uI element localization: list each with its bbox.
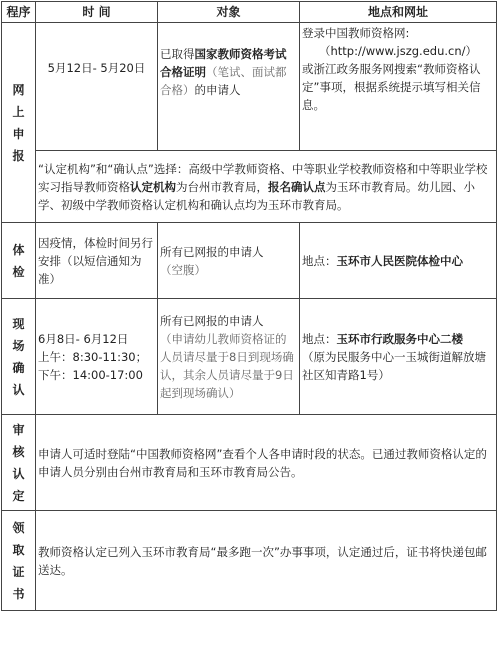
- online-row: [2, 23, 497, 151]
- procedure-table: [1, 1, 497, 611]
- onsite-time-date: 6月8日- 6月12日: [38, 331, 129, 346]
- stage-onsite-char: 确: [12, 360, 25, 375]
- stage-onsite: [2, 299, 36, 415]
- onsite-row: [2, 299, 497, 415]
- onsite-time-pm: 下午：14:00-17:00: [38, 367, 143, 382]
- physical-time: 因疫情，体检时间另行安排（以短信通知为准）: [36, 223, 158, 299]
- physical-row: [2, 223, 497, 299]
- physical-target-paren: （空腹）: [160, 262, 206, 277]
- stage-online-char: 申: [12, 126, 25, 141]
- online-note: [36, 151, 497, 223]
- online-note-bold1: 认定机构: [130, 179, 176, 194]
- stage-online-char: 报: [12, 148, 25, 163]
- stage-online-char: 网: [12, 82, 25, 97]
- online-note-post: 为玉环市教育局。幼儿园、小学、初级中学教师资格认定机构和确认点均为玉环市教育局。: [38, 179, 475, 212]
- stage-certificate-char: 证: [12, 564, 25, 579]
- header-target: 对象: [158, 2, 300, 23]
- online-time: 5月12日- 5月20日: [36, 23, 158, 151]
- onsite-time-am: 上午：8:30-11:30；: [38, 349, 148, 364]
- stage-review-char: 核: [12, 444, 25, 459]
- stage-physical-char: 检: [12, 264, 25, 279]
- stage-certificate: [2, 511, 36, 611]
- stage-online-char: 上: [12, 104, 25, 119]
- onsite-location-label: 地点：: [302, 331, 337, 346]
- onsite-location-detail: （原为民服务中心一玉城街道解放塘社区知青路1号）: [302, 349, 486, 382]
- physical-target: [158, 223, 300, 299]
- certificate-text: 教师资格认定已列入玉环市教育局“最多跑一次”办事事项，认定通过后，证书将快递包邮送达。: [36, 511, 497, 611]
- header-location: 地点和网址: [300, 2, 497, 23]
- stage-review: [2, 415, 36, 511]
- physical-location: [300, 223, 497, 299]
- onsite-location-bold: 玉环市行政服务中心二楼: [336, 331, 463, 346]
- review-text: 申请人可适时登陆“中国教师资格网”查看个人各申请时段的状态。已通过教师资格认定的申请人员分别由台州市教育局和玉环市教育局公告。: [36, 415, 497, 511]
- certificate-row: [2, 511, 497, 611]
- online-note-mid: 为台州市教育局，: [176, 179, 268, 194]
- online-location: [300, 23, 497, 151]
- header-row: [2, 2, 497, 23]
- onsite-target-paren: （申请幼儿教师资格证的人员请尽量于8日到现场确认，其余人员请尽量于9日起到现场确认）: [160, 331, 294, 400]
- stage-online: [2, 23, 36, 223]
- onsite-target-main: 所有已网报的申请人: [160, 313, 264, 328]
- online-location-detail: 或浙江政务服务网搜索“教师资格认定”事项，根据系统提示填写相关信息。: [302, 62, 481, 112]
- stage-physical: [2, 223, 36, 299]
- physical-location-bold: 玉环市人民医院体检中心: [336, 253, 463, 268]
- stage-certificate-char: 书: [12, 586, 25, 601]
- online-note-row: [2, 151, 497, 223]
- onsite-target: [158, 299, 300, 415]
- stage-review-char: 认: [12, 466, 25, 481]
- header-time: 时 间: [36, 2, 158, 23]
- physical-location-label: 地点：: [302, 253, 337, 268]
- stage-certificate-char: 领: [12, 520, 25, 535]
- online-url-link[interactable]: （http://www.jszg.edu.cn/）: [318, 44, 478, 58]
- online-target-bold: 国家教师资格考试合格证明: [160, 47, 287, 79]
- header-procedure: 程序: [2, 2, 36, 23]
- stage-review-char: 定: [12, 488, 25, 503]
- stage-review-char: 审: [12, 422, 25, 437]
- online-location-line1: 登录中国教师资格网:: [302, 26, 410, 40]
- onsite-location: [300, 299, 497, 415]
- online-target-suffix: 的申请人: [194, 83, 241, 97]
- stage-onsite-char: 认: [12, 382, 25, 397]
- online-note-pre: “认定机构”和“确认点”选择：高级中学教师资格、中等职业学校教师资格和中等职业学校实习指导教师资格: [38, 161, 488, 194]
- stage-onsite-char: 现: [12, 316, 25, 331]
- online-target-prefix: 已取得: [160, 47, 195, 61]
- online-target: [158, 23, 300, 151]
- onsite-time: [36, 299, 158, 415]
- physical-target-main: 所有已网报的申请人: [160, 244, 264, 259]
- online-note-bold2: 报名确认点: [268, 179, 326, 194]
- stage-certificate-char: 取: [12, 542, 25, 557]
- review-row: [2, 415, 497, 511]
- stage-onsite-char: 场: [12, 338, 25, 353]
- online-target-paren: （笔试、面试都合格）: [160, 65, 287, 97]
- stage-physical-char: 体: [12, 242, 25, 257]
